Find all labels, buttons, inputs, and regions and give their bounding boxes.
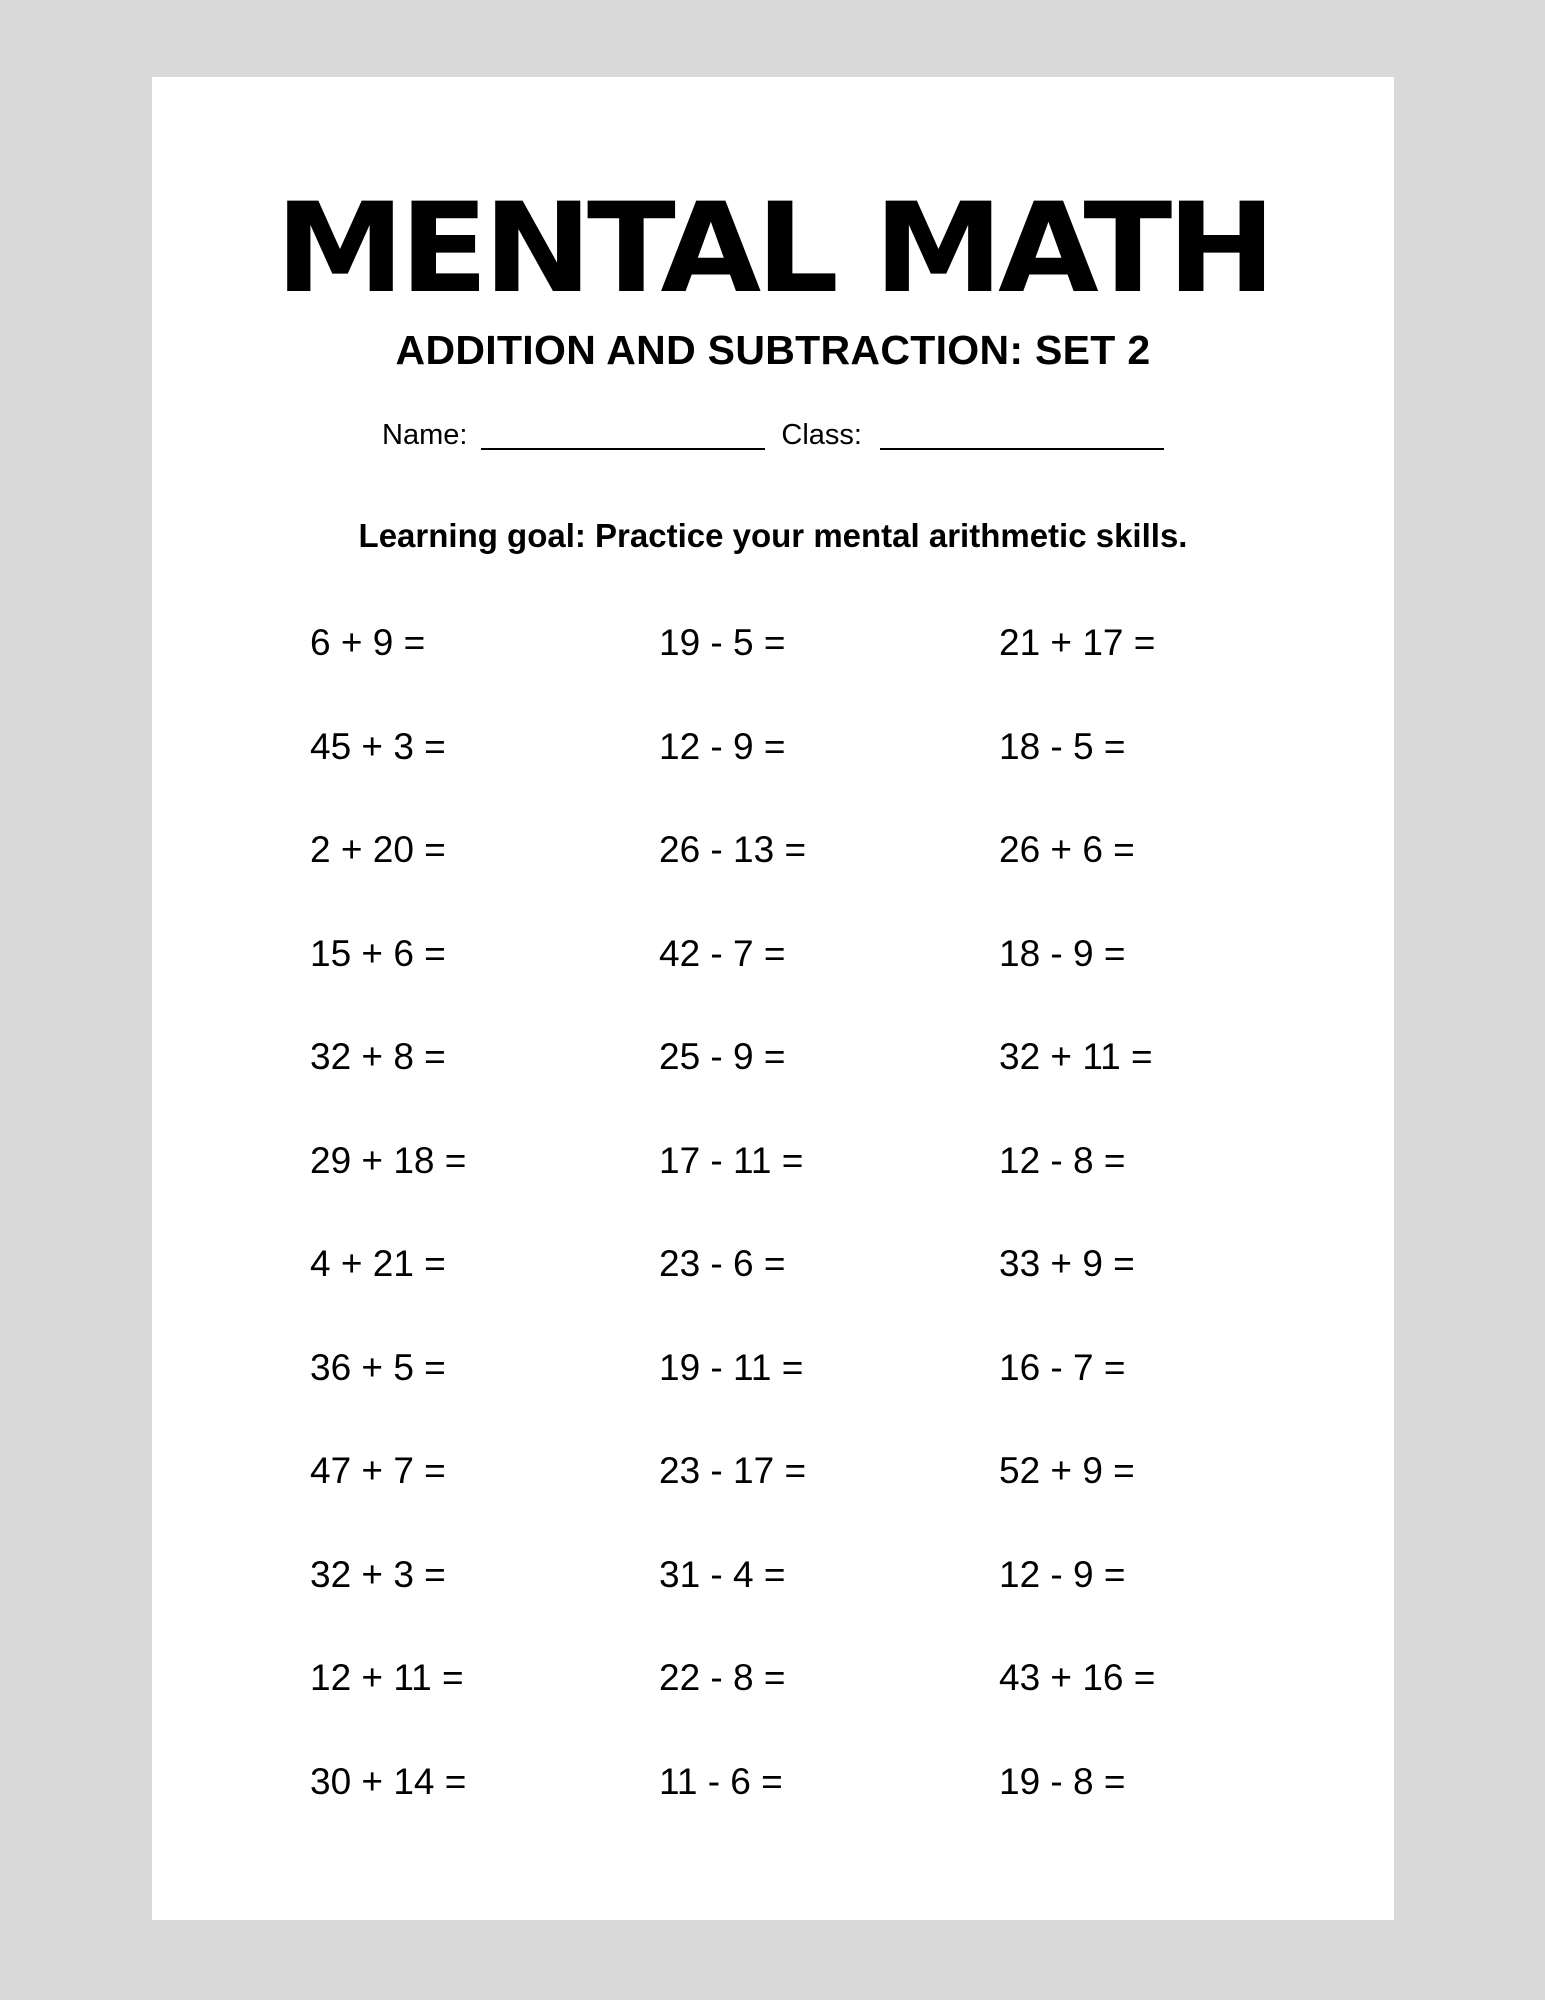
class-label: Class: <box>781 419 862 451</box>
name-label: Name: <box>382 419 468 451</box>
math-problem: 17 - 11 = <box>659 1139 804 1181</box>
math-problem: 21 + 17 = <box>999 622 1156 663</box>
problem-row <box>310 828 1270 932</box>
problem-row <box>310 1346 1270 1450</box>
math-problem: 2 + 20 = <box>310 829 446 870</box>
math-problem: 16 - 7 = <box>999 1346 1126 1388</box>
math-problem: 32 + 11 = <box>999 1036 1153 1077</box>
math-problem: 25 - 9 = <box>659 1036 786 1077</box>
math-problem: 43 + 16 = <box>999 1657 1156 1698</box>
problem-row <box>310 1139 1270 1243</box>
problem-row <box>310 1242 1270 1346</box>
math-problem: 42 - 7 = <box>659 932 786 974</box>
problem-row <box>310 1553 1270 1657</box>
math-problem: 19 - 11 = <box>659 1346 804 1388</box>
math-problem: 52 + 9 = <box>999 1450 1135 1491</box>
math-problem: 18 - 9 = <box>999 932 1126 974</box>
name-class-row <box>152 421 1394 450</box>
problem-row <box>310 932 1270 1036</box>
math-problem: 11 - 6 = <box>659 1760 783 1802</box>
class-blank-line[interactable] <box>880 422 1164 450</box>
worksheet-title: MENTAL MATH <box>275 177 1271 321</box>
problem-row <box>310 725 1270 829</box>
math-problem: 23 - 6 = <box>659 1243 786 1284</box>
math-problem: 6 + 9 = <box>310 622 426 663</box>
math-problem: 12 - 9 = <box>999 1553 1126 1595</box>
problem-row <box>310 1656 1270 1760</box>
math-problem: 36 + 5 = <box>310 1346 446 1388</box>
problem-row <box>310 1449 1270 1553</box>
problem-row <box>310 1035 1270 1139</box>
math-problem: 19 - 5 = <box>659 622 786 663</box>
math-problem: 15 + 6 = <box>310 932 446 974</box>
math-problem: 12 - 8 = <box>999 1139 1126 1181</box>
math-problem: 12 + 11 = <box>310 1657 464 1698</box>
math-problem: 26 + 6 = <box>999 829 1135 870</box>
learning-goal: Learning goal: Practice your mental arithmetic skills. <box>358 517 1188 554</box>
problem-row <box>310 621 1270 725</box>
math-problem: 30 + 14 = <box>310 1760 467 1802</box>
math-problem: 45 + 3 = <box>310 725 446 767</box>
worksheet-page <box>152 77 1394 1920</box>
math-problem: 12 - 9 = <box>659 725 786 767</box>
math-problem: 32 + 8 = <box>310 1036 446 1077</box>
math-problem: 19 - 8 = <box>999 1760 1126 1802</box>
math-problem: 22 - 8 = <box>659 1657 786 1698</box>
problem-row <box>310 1760 1270 1864</box>
math-problem: 18 - 5 = <box>999 725 1126 767</box>
math-problem: 31 - 4 = <box>659 1553 786 1595</box>
math-problem: 32 + 3 = <box>310 1553 446 1595</box>
worksheet-subtitle: ADDITION AND SUBTRACTION: SET 2 <box>395 327 1151 373</box>
math-problem: 4 + 21 = <box>310 1243 446 1284</box>
name-blank-line[interactable] <box>481 422 765 450</box>
problem-grid <box>310 621 1270 1863</box>
math-problem: 47 + 7 = <box>310 1450 446 1491</box>
math-problem: 33 + 9 = <box>999 1243 1135 1284</box>
math-problem: 23 - 17 = <box>659 1450 807 1491</box>
math-problem: 29 + 18 = <box>310 1139 467 1181</box>
math-problem: 26 - 13 = <box>659 829 807 870</box>
